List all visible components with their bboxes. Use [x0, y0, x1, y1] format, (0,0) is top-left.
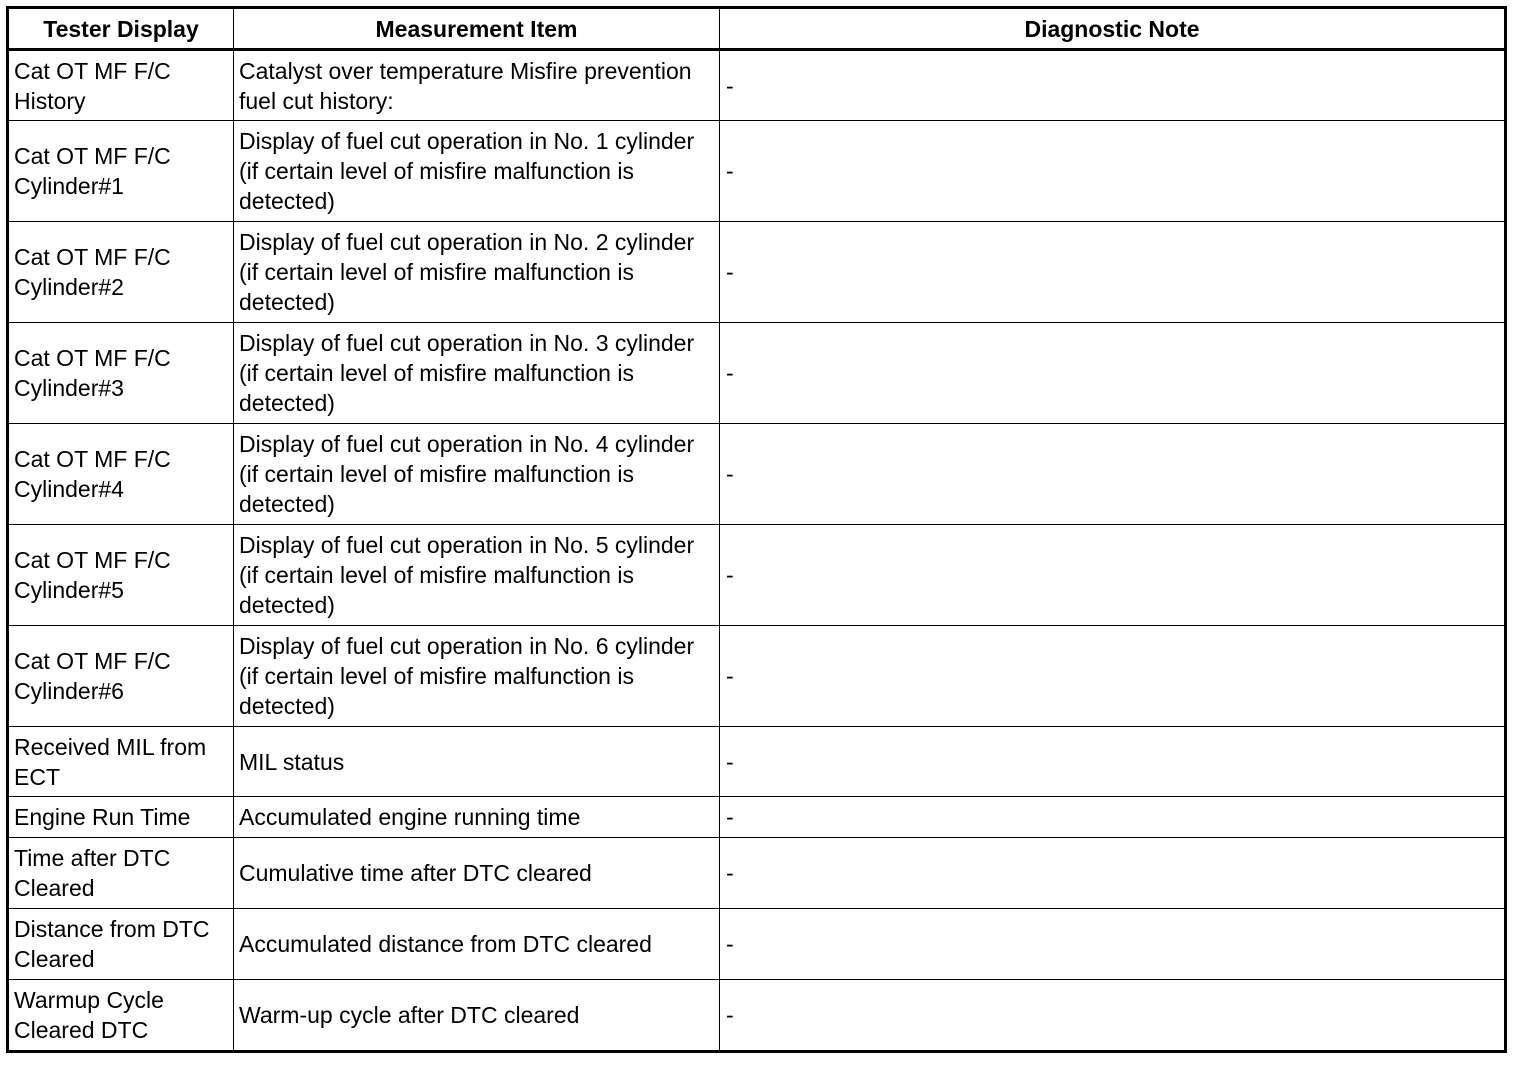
tester-display-cell: Cat OT MF F/C History	[8, 50, 234, 121]
table-row	[8, 980, 1506, 1052]
diagnostic-note-cell: -	[720, 424, 1506, 525]
diagnostic-note-cell: -	[720, 980, 1506, 1052]
diagnostic-note-cell: -	[720, 838, 1506, 909]
measurement-item-cell: Display of fuel cut operation in No. 6 cylinder (if certain level of misfire malfunction is detected)	[234, 626, 720, 727]
tester-display-cell: Cat OT MF F/C Cylinder#2	[8, 222, 234, 323]
tester-display-cell: Time after DTC Cleared	[8, 838, 234, 909]
tester-display-cell: Received MIL from ECT	[8, 727, 234, 797]
table-row	[8, 323, 1506, 424]
table-row	[8, 626, 1506, 727]
measurement-item-cell: Catalyst over temperature Misfire prevention fuel cut history:	[234, 50, 720, 121]
measurement-item-cell: Display of fuel cut operation in No. 4 cylinder (if certain level of misfire malfunction is detected)	[234, 424, 720, 525]
measurement-item-cell: Display of fuel cut operation in No. 3 cylinder (if certain level of misfire malfunction is detected)	[234, 323, 720, 424]
tester-display-cell: Cat OT MF F/C Cylinder#3	[8, 323, 234, 424]
table-row	[8, 525, 1506, 626]
diagnostic-data-table	[6, 6, 1507, 1053]
measurement-item-cell: Display of fuel cut operation in No. 2 cylinder (if certain level of misfire malfunction is detected)	[234, 222, 720, 323]
header-diagnostic-note: Diagnostic Note	[720, 8, 1506, 50]
table-row	[8, 797, 1506, 838]
diagnostic-note-cell: -	[720, 727, 1506, 797]
diagnostic-note-cell: -	[720, 222, 1506, 323]
table-row	[8, 222, 1506, 323]
measurement-item-cell: Accumulated distance from DTC cleared	[234, 909, 720, 980]
tester-display-cell: Cat OT MF F/C Cylinder#4	[8, 424, 234, 525]
diagnostic-note-cell: -	[720, 121, 1506, 222]
diagnostic-note-cell: -	[720, 797, 1506, 838]
tester-display-cell: Cat OT MF F/C Cylinder#5	[8, 525, 234, 626]
diagnostic-note-cell: -	[720, 323, 1506, 424]
measurement-item-cell: Warm-up cycle after DTC cleared	[234, 980, 720, 1052]
table-row	[8, 50, 1506, 121]
table-row	[8, 121, 1506, 222]
tester-display-cell: Cat OT MF F/C Cylinder#1	[8, 121, 234, 222]
diagnostic-note-cell: -	[720, 626, 1506, 727]
measurement-item-cell: Display of fuel cut operation in No. 1 cylinder (if certain level of misfire malfunction is detected)	[234, 121, 720, 222]
diagnostic-note-cell: -	[720, 50, 1506, 121]
tester-display-cell: Distance from DTC Cleared	[8, 909, 234, 980]
measurement-item-cell: Cumulative time after DTC cleared	[234, 838, 720, 909]
measurement-item-cell: Accumulated engine running time	[234, 797, 720, 838]
header-measurement-item: Measurement Item	[234, 8, 720, 50]
header-row	[8, 8, 1506, 50]
table-row	[8, 909, 1506, 980]
tester-display-cell: Engine Run Time	[8, 797, 234, 838]
measurement-item-cell: Display of fuel cut operation in No. 5 cylinder (if certain level of misfire malfunction is detected)	[234, 525, 720, 626]
table-row	[8, 424, 1506, 525]
header-tester-display: Tester Display	[8, 8, 234, 50]
table-row	[8, 838, 1506, 909]
tester-display-cell: Warmup Cycle Cleared DTC	[8, 980, 234, 1052]
measurement-item-cell: MIL status	[234, 727, 720, 797]
table-row	[8, 727, 1506, 797]
diagnostic-note-cell: -	[720, 909, 1506, 980]
diagnostic-note-cell: -	[720, 525, 1506, 626]
tester-display-cell: Cat OT MF F/C Cylinder#6	[8, 626, 234, 727]
